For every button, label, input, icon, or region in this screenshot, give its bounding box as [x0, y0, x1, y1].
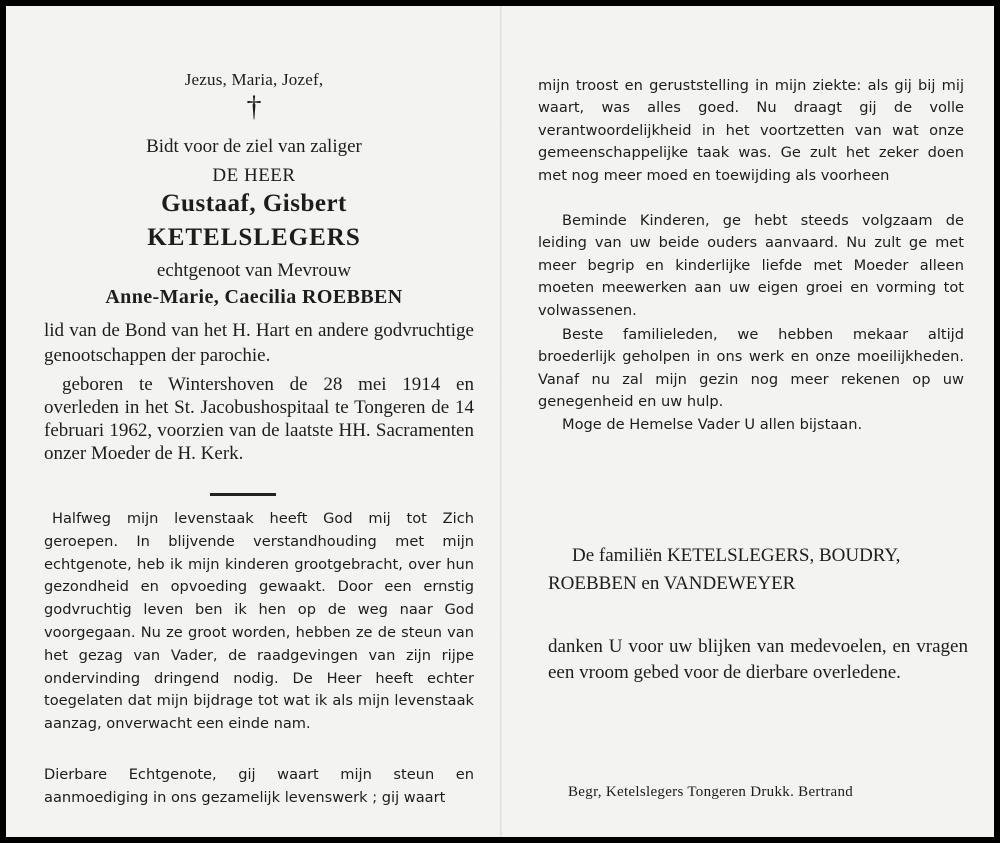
card-fold-line: [500, 6, 502, 837]
memorial-card: [6, 6, 994, 837]
deceased-given-names: Gustaaf, Gisbert: [161, 190, 347, 217]
message-to-children: Beminde Kinderen, ge hebt steeds volgzaam de leiding van uw beide ouders aanvaard. Nu zult ge met meer begrip en kinderlijke liefde met Moeder alleen moeten meewerken aan uw eigen groei en vorming tot volwassenen.: [538, 212, 964, 319]
invocation: Jezus, Maria, Jozef,: [184, 70, 324, 89]
farewell-message-paragraph-1: Halfweg mijn levenstaak heeft God mij tot Zich geroepen. In blijvende verstandhouding met mijn echtgenote, heb ik mijn kinderen grootgebracht, over hun gezondheid en opvoeding gewaakt. Door een ernstig godvruchtig leven ben ik hen op de weg naar God voorgegaan. Nu ze groot worden, hebben ze de steun van het gezag van Vader, de raadgevingen van zijn rijpe ondervinding dringend nodig. De Heer heeft echter toegelaten dat mijn bijdrage tot wat ik als mijn levenstaak aanzag, onverwacht een einde nam.: [44, 510, 474, 733]
spouse-name: Anne-Marie, Caecilia ROEBBEN: [105, 286, 403, 308]
farewell-message-paragraph-2: Dierbare Echtgenote, gij waart mijn steun en aanmoediging in ons gezamelijk levenswerk ; gij waart: [44, 766, 474, 806]
families-block: [548, 542, 968, 598]
membership-text: lid van de Bond van het H. Hart en andere godvruchtige genootschappen der parochie.: [44, 320, 474, 366]
spouse-of-label: echtgenoot van Mevrouw: [156, 260, 352, 281]
blessing-line: Moge de Hemelse Vader U allen bijstaan.: [562, 416, 863, 433]
honorific-title: DE HEER: [212, 165, 296, 186]
printer-credit: Begr, Ketelslegers Tongeren Drukk. Bertrand: [568, 784, 854, 800]
biography-text: geboren te Wintershoven de 28 mei 1914 en overleden in het St. Jacobushospitaal te Tongeren de 14 februari 1962, voorzien van de laatste HH. Sacramenten onzer Moeder de H. Kerk.: [44, 374, 474, 464]
cross-icon: †: [246, 90, 262, 123]
families-line-1: De familiën KETELSLEGERS, BOUDRY,: [572, 545, 901, 566]
farewell-message-continued: mijn troost en geruststelling in mijn ziekte: als gij bij mij waart, was alles goed. Nu draagt gij de volle verantwoordelijkheid in het voortzetten van wat onze gemeenschappelijke taak was. Ge zult het zeker doen met nog meer moed en toewijding als voorheen: [538, 77, 964, 184]
deceased-surname: KETELSLEGERS: [147, 224, 361, 251]
prayer-request: Bidt voor de ziel van zaliger: [146, 136, 362, 157]
divider-rule: [210, 493, 276, 496]
thanks-text: danken U voor uw blijken van medevoelen, en vragen een vroom gebed voor de dierbare overledene.: [548, 636, 968, 683]
left-panel: [34, 6, 474, 837]
right-panel: [538, 6, 968, 837]
message-to-family: Beste familieleden, we hebben mekaar altijd broederlijk geholpen in ons werk en onze moeilijkheden. Vanaf nu zal mijn gezin nog meer rekenen op uw genegenheid en uw hulp.: [538, 326, 964, 411]
families-line-2: ROEBBEN en VANDEWEYER: [548, 573, 796, 594]
